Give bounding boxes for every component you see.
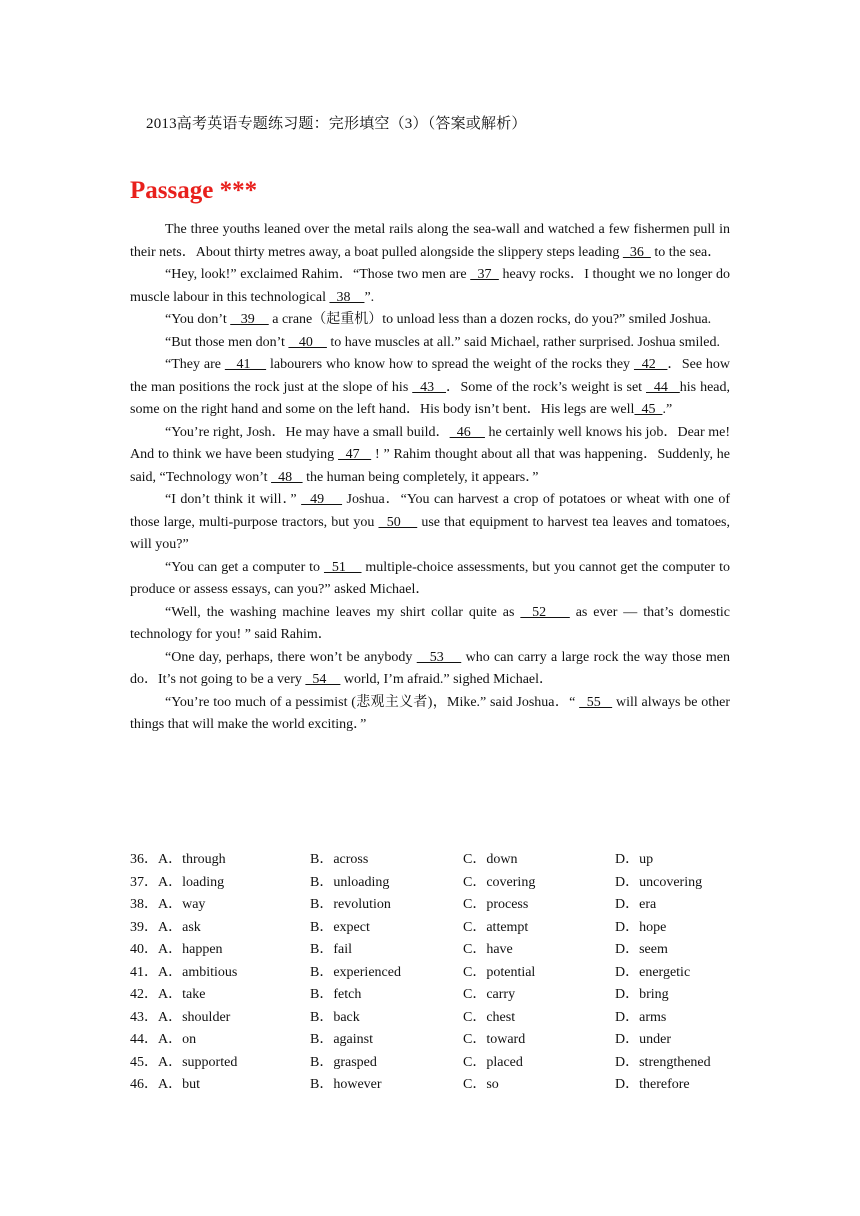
option-b: B．back — [310, 1009, 360, 1025]
option-c: C．have — [463, 942, 513, 957]
option-d: D．uncovering — [615, 874, 703, 890]
paragraph: “You’re right, Josh．He may have a small build． 46 he certainly well knows his job．Dear me! And to think we have been studying 47 ! ” Rahim thought about all that was happening．Suddenly, he said, “Technology won’t 48 the human being completely, it appears．” — [130, 424, 731, 485]
paragraph: “Well, the washing machine leaves my shirt collar quite as 52 as ever — that’s domestic technology for you! ” said Rahim． — [130, 604, 730, 642]
blank: 49 — [301, 492, 343, 507]
question-options — [130, 917, 740, 940]
page-title: 2013高考英语专题练习题：完形填空（3）（答案或解析） — [146, 116, 527, 132]
blank: 50 — [378, 514, 418, 530]
paragraph: “You’re too much of a pessimist (悲观主义者)，Mike.” said Joshua．“ 55 will always be other things that will make the world exciting．” — [130, 694, 730, 732]
option-b: B．however — [310, 1077, 382, 1092]
option-c: C．so — [463, 1077, 499, 1092]
question-options — [130, 849, 740, 872]
question-options — [130, 1052, 740, 1075]
option-c: C．down — [463, 852, 518, 867]
option-b: B．experienced — [310, 964, 401, 980]
option-c: C．attempt — [463, 919, 529, 935]
option-c: C．covering — [463, 874, 536, 890]
blank: 51 — [323, 559, 362, 575]
option-b: B．grasped — [310, 1054, 377, 1070]
paragraph: “I don’t think it will．” 49 Joshua．“You can harvest a crop of potatoes or wheat with one of those large, multi-purpose tractors, but you 50 use that equipment to harvest tea leaves and tomatoes, will you?” — [130, 492, 731, 552]
option-a: 44．A．on — [130, 1032, 197, 1047]
option-b: B．unloading — [310, 874, 390, 890]
option-c: C．potential — [463, 964, 536, 980]
blank: 52 — [520, 604, 570, 620]
question-options — [130, 962, 740, 985]
option-a: 42．A．take — [130, 987, 206, 1002]
option-d: D．hope — [615, 919, 667, 935]
option-a: 39．A．ask — [130, 919, 201, 935]
option-d: D．arms — [615, 1009, 667, 1025]
question-options — [130, 1029, 740, 1052]
question-options — [130, 984, 740, 1007]
option-d: D．energetic — [615, 964, 691, 980]
paragraph: “You can get a computer to 51 multiple-choice assessments, but you cannot get the computer to produce or assess essays, can you?” asked Michael． — [130, 559, 730, 597]
blank: 53 — [416, 649, 462, 665]
blank: 46 — [449, 424, 485, 440]
option-b: B．across — [310, 852, 369, 867]
options-list — [130, 849, 740, 1097]
blank: 36 — [622, 244, 651, 260]
option-a: 37．A．loading — [130, 874, 225, 890]
blank: 39 — [230, 312, 269, 327]
blank: 43 — [412, 379, 447, 395]
option-d: D．bring — [615, 987, 669, 1002]
option-c: C．toward — [463, 1032, 526, 1047]
passage-heading: Passage *** — [130, 177, 258, 204]
option-d: D．under — [615, 1032, 671, 1047]
blank: 44 — [646, 379, 680, 395]
option-b: B．revolution — [310, 897, 391, 912]
question-options — [130, 1074, 740, 1097]
option-a: 46．A．but — [130, 1077, 200, 1092]
option-b: B．fail — [310, 942, 352, 957]
question-options — [130, 872, 740, 895]
blank: 47 — [338, 447, 372, 462]
blank: 42 — [633, 357, 668, 372]
option-c: C．process — [463, 897, 529, 912]
option-d: D．strengthened — [615, 1054, 711, 1070]
option-a: 45．A．supported — [130, 1054, 238, 1070]
blank: 38 — [329, 289, 365, 305]
blank: 37 — [470, 267, 499, 282]
blank: 48 — [271, 469, 303, 485]
blank: 41 — [224, 357, 267, 372]
option-a: 41．A．ambitious — [130, 964, 238, 980]
paragraph: “One day, perhaps, there won’t be anybody 53 who can carry a large rock the way those men do．It’s not going to be a very 54 world, I’m afraid.” sighed Michael． — [130, 649, 731, 687]
option-d: D．era — [615, 897, 657, 912]
option-a: 36．A．through — [130, 852, 226, 867]
passage-body — [130, 219, 730, 737]
option-c: C．placed — [463, 1054, 523, 1070]
paragraph: “Hey, look!” exclaimed Rahim．“Those two men are 37 heavy rocks．I thought we no longer do muscle labour in this technological 38 ”. — [130, 267, 730, 305]
blank: 54 — [305, 672, 341, 687]
option-b: B．against — [310, 1032, 373, 1047]
blank: 55 — [579, 694, 613, 710]
option-a: 40．A．happen — [130, 942, 223, 957]
paragraph: The three youths leaned over the metal rails along the sea-wall and watched a few fishermen pull in their nets．About thirty metres away, a boat pulled alongside the slippery steps leading 36 to the sea． — [130, 222, 730, 260]
option-d: D．up — [615, 852, 654, 867]
option-d: D．therefore — [615, 1077, 690, 1092]
question-options — [130, 939, 740, 962]
option-c: C．carry — [463, 987, 516, 1002]
paragraph: “You don’t 39 a crane（起重机）to unload less than a dozen rocks, do you?” smiled Joshua. — [165, 312, 712, 327]
blank: 45 — [634, 402, 663, 417]
option-b: B．expect — [310, 919, 370, 935]
option-c: C．chest — [463, 1009, 516, 1025]
blank: 40 — [288, 334, 327, 350]
question-options — [130, 1007, 740, 1030]
option-a: 43．A．shoulder — [130, 1009, 231, 1025]
option-d: D．seem — [615, 942, 668, 957]
paragraph: “But those men don’t 40 to have muscles at all.” said Michael, rather surprised. Joshua smiled. — [165, 334, 720, 350]
option-a: 38．A．way — [130, 897, 206, 912]
paragraph: “They are 41 labourers who know how to spread the weight of the rocks they 42 ．See how the man positions the rock just at the slope of his 43 ．Some of the rock’s weight is set 44 his head, some on the right hand and some on the left hand．His body isn’t bent．His legs are well 45 .” — [130, 357, 731, 417]
question-options — [130, 894, 740, 917]
option-b: B．fetch — [310, 987, 362, 1002]
